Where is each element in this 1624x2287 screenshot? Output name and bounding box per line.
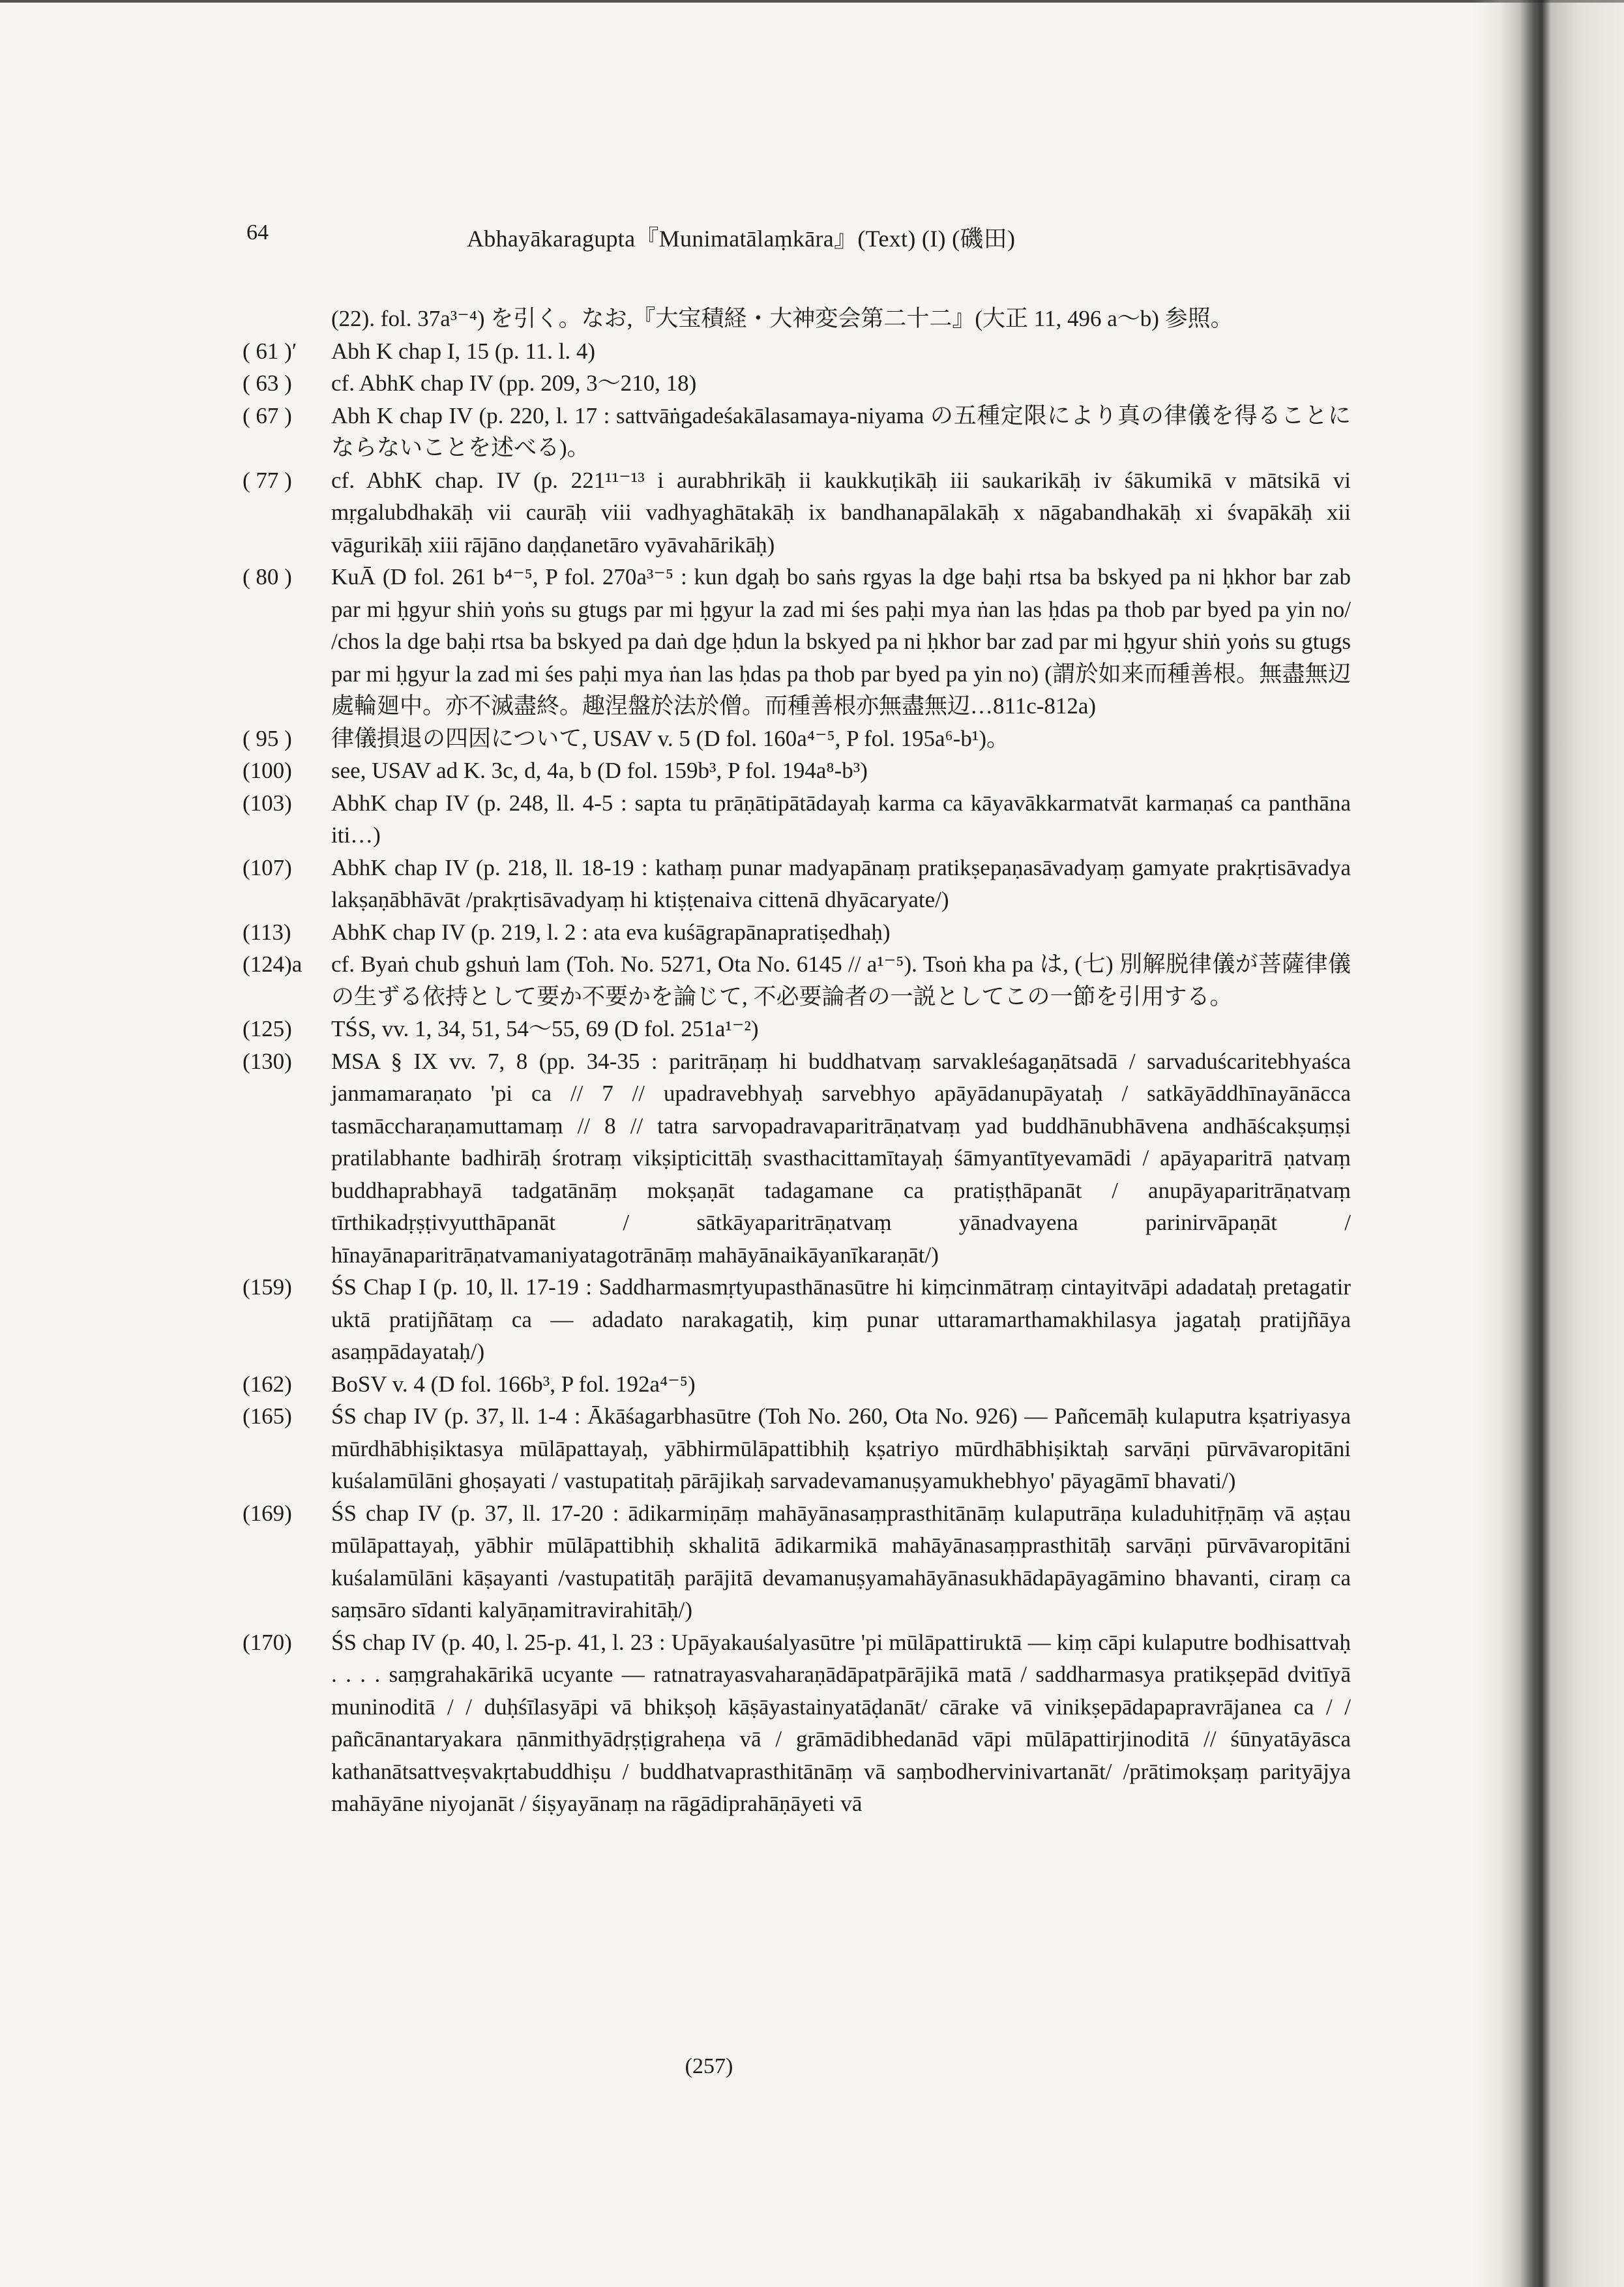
endnote-number: ( 61 )′ (243, 338, 297, 364)
endnote-text: cf. AbhK chap. IV (p. 221¹¹⁻¹³ i aurabhrikāḥ ii kaukkuṭikāḥ iii saukarikāḥ iv śākumikā v mātsikā vi mṛgalubdhakāḥ vii caurāḥ viii vadhyaghātakāḥ ix bandhanapālakāḥ x nāgabandhakāḥ xi śvapākāḥ xii vāgurikāḥ xiii rājāno daṇḍanetāro vyāvahārikāḥ) (331, 467, 1351, 558)
endnote (243, 303, 1351, 335)
endnote-number: (125) (243, 1016, 292, 1041)
scan-top-rule (0, 0, 1624, 3)
endnote (243, 335, 1351, 368)
endnote (243, 1045, 1351, 1272)
endnote-text: BoSV v. 4 (D fol. 166b³, P fol. 192a⁴⁻⁵) (331, 1371, 696, 1397)
endnote (243, 561, 1351, 723)
endnote (243, 1368, 1351, 1401)
endnote-text: 律儀損退の四因について, USAV v. 5 (D fol. 160a⁴⁻⁵, P fol. 195a⁶-b¹)。 (331, 725, 1009, 751)
endnote-text: TŚS, vv. 1, 34, 51, 54～55, 69 (D fol. 251a¹⁻²) (331, 1016, 759, 1041)
endnotes (243, 303, 1351, 1820)
endnote-text: ŚS chap IV (p. 37, ll. 17-20 : ādikarmiṇāṃ mahāyānasaṃprasthitānāṃ kulaputrāṇa kuladuhitṝṇāṃ vā aṣṭau mūlāpattayaḥ, yābhir mūlāpattibhiḥ skhalitā ādikarmikā mahāyānasaṃprasthitāḥ sarvāṇi pūrvāvaropitāni kuśalamūlāni kāṣayanti /vastupatitāḥ parājitā devamanuṣyamahāyānasukhādapāyagāmino bhavanti, ciraṃ ca saṃsāro sīdanti kalyāṇamitravirahitāḥ/) (331, 1500, 1351, 1622)
running-title: Abhayākaragupta『Munimatālaṃkāra』(Text) (I) (磯田) (467, 226, 1016, 252)
endnote-text: AbhK chap IV (p. 219, l. 2 : ata eva kuśāgrapānapratiṣedhaḥ) (331, 919, 891, 945)
endnote (243, 852, 1351, 916)
scan-binding-shadow (1474, 0, 1624, 2287)
endnote-number: (113) (243, 919, 291, 945)
endnote (243, 1497, 1351, 1626)
endnote-text: AbhK chap IV (p. 248, ll. 4-5 : sapta tu prāṇātipātādayaḥ karma ca kāyavākkarmatvāt karmaṇaś ca panthāna iti…) (331, 790, 1351, 848)
endnote-text: cf. Byaṅ chub gshuṅ lam (Toh. No. 5271, Ota No. 6145 // a¹⁻⁵). Tsoṅ kha pa は, (七) 別解脱律儀が菩薩律儀の生ずる依持として要か不要かを論じて, 不必要論者の一説としてこの一節を引用する。 (331, 951, 1351, 1009)
page-number: 64 (246, 220, 269, 245)
endnote-number: (130) (243, 1048, 292, 1074)
endnote (243, 1400, 1351, 1497)
endnote-number: ( 95 ) (243, 725, 292, 751)
endnote (243, 1271, 1351, 1368)
endnote (243, 948, 1351, 1013)
endnote-number: (165) (243, 1403, 292, 1429)
endnote-number: ( 63 ) (243, 370, 292, 396)
endnote (243, 464, 1351, 561)
endnote-number: (124)a (243, 951, 303, 977)
endnote-text: ŚS chap IV (p. 37, ll. 1-4 : Ākāśagarbhasūtre (Toh No. 260, Ota No. 926) — Pañcemāḥ kulaputra kṣatriyasya mūrdhābhiṣiktasya mūlāpattayaḥ, yābhirmūlāpattibhiḥ kṣatriyo mūrdhābhiṣiktaḥ sarvāṇi pūrvāvaropitāni kuśalamūlāni ghoṣayati / vastupatitaḥ pārājikaḥ sarvadevamanuṣyamukhebhyo' pāyagāmī bhavati/) (331, 1403, 1351, 1493)
page-footer (0, 2054, 1624, 2079)
endnote-number: ( 80 ) (243, 564, 292, 590)
endnote-number: (100) (243, 758, 292, 783)
endnote-text: ŚS chap IV (p. 40, l. 25-p. 41, l. 23 : Upāyakauśalyasūtre 'pi mūlāpattiruktā — kiṃ cāpi kulaputre bodhisattvaḥ . . . . saṃgrahakārikā ucyante — ratnatrayasvaharaṇādāpatpārājikā matā / saddharmasya pratikṣepād dvitīyā muninoditā / / duḥśīlasyāpi vā bhikṣoḥ kāṣāyastainyatāḍanāt/ cārake vā vinikṣepādapapravrājanea ca / / pañcānantaryakara ṇānmithyādṛṣṭigraheṇa vā / grāmādibhedanād vāpi mūlāpattirjinoditā // śūnyatāyāsca kathanātsattveṣvakṛtabuddhiṣu / buddhatvaprasthitānāṃ vā saṃbodhervinivartanāt/ /prātimokṣaṃ parityājya mahāyāne niyojanāt / śiṣyayānaṃ na rāgādiprahāṇāyeti vā (331, 1629, 1351, 1816)
endnote (243, 367, 1351, 400)
endnote-number: (159) (243, 1274, 292, 1300)
endnote (243, 787, 1351, 852)
endnote (243, 400, 1351, 464)
endnote-number: (107) (243, 854, 292, 880)
endnote (243, 1013, 1351, 1045)
endnote-number: (162) (243, 1371, 292, 1397)
endnote-number: ( 77 ) (243, 467, 292, 493)
endnote-text: cf. AbhK chap IV (pp. 209, 3～210, 18) (331, 370, 697, 396)
endnote (243, 755, 1351, 787)
folio-number: (257) (685, 2054, 733, 2078)
endnote-text: KuĀ (D fol. 261 b⁴⁻⁵, P fol. 270a³⁻⁵ : kun dgaḥ bo saṅs rgyas la dge baḥi rtsa ba bskyed pa ni ḥkhor bar zab par mi ḥgyur shiṅ yoṅs su gtugs par mi ḥgyur la zad mi śes paḥi mya ṅan las ḥdas pa thob par byed pa yin no/ /chos la dge baḥi rtsa ba bskyed pa daṅ dge ḥdun la bskyed pa ni ḥkhor bar zad par mi ḥgyur shiṅ yoṅs su gtugs par mi ḥgyur la zad mi śes paḥi mya ṅan las ḥdas pa thob par byed pa yin no) (謂於如来而種善根。無盡無辺處輪廻中。亦不滅盡終。趣涅盤於法於僧。而種善根亦無盡無辺…811c-812a) (331, 564, 1351, 719)
endnote-text: ŚS Chap I (p. 10, ll. 17-19 : Saddharmasmṛtyupasthānasūtre hi kiṃcinmātraṃ cintayitvāpi adadataḥ pretagatir uktā pratijñātaṃ ca — adadato narakagatiḥ, kiṃ punar uttaramarthamakhilasya jagataḥ pratijñāya asaṃpādayataḥ/) (331, 1274, 1351, 1364)
endnote (243, 1626, 1351, 1820)
endnote-text: see, USAV ad K. 3c, d, 4a, b (D fol. 159b³, P fol. 194a⁸-b³) (331, 758, 868, 783)
endnote-number: ( 67 ) (243, 402, 292, 428)
endnote-text: AbhK chap IV (p. 218, ll. 18-19 : kathaṃ punar madyapānaṃ pratikṣepaṇasāvadyaṃ gamyate prakṛtisāvadya lakṣaṇābhāvāt /prakṛtisāvadyaṃ hi ktiṣṭenaiva cittenā dhyācaryate/) (331, 854, 1351, 912)
endnote-text: MSA § IX vv. 7, 8 (pp. 34-35 : paritrāṇaṃ hi buddhatvaṃ sarvakleśagaṇātsadā / sarvaduścaritebhyaśca janmamaraṇato 'pi ca // 7 // upadravebhyaḥ sarvebhyo apāyādanupāyataḥ / satkāyāddhīnayānācca tasmāccharaṇamuttamaṃ // 8 // tatra sarvopadravaparitrāṇatvaṃ yad buddhānubhāvena andhāścakṣuṃṣi pratilabhante badhirāḥ śrotraṃ vikṣipticittāḥ svasthacittamītayaḥ śāmyantītyevamādi / apāyaparitrā ṇatvaṃ buddhaprabhayā tadgatānāṃ mokṣaṇāt tadagamane ca pratiṣṭhāpanāt / anupāyaparitrāṇatvaṃ tīrthikadṛṣṭivyutthāpanāt / sātkāyaparitrāṇatvaṃ yānadvayena parinirvāpaṇāt / hīnayānaparitrāṇatvamaniyatagotrānāṃ mahāyānaikāyanīkaraṇāt/) (331, 1048, 1351, 1268)
endnote-text: Abh K chap IV (p. 220, l. 17 : sattvāṅgadeśakālasamaya-niyama の五種定限により真の律儀を得ることにならないことを述べる)。 (331, 402, 1351, 460)
endnote-text: Abh K chap I, 15 (p. 11. l. 4) (331, 338, 596, 364)
endnote-number: (170) (243, 1629, 292, 1655)
endnote-number: (169) (243, 1500, 292, 1526)
endnote-number: (103) (243, 790, 292, 816)
page-header (246, 220, 1355, 260)
endnote (243, 916, 1351, 949)
endnote (243, 723, 1351, 755)
endnote-text: (22). fol. 37a³⁻⁴) を引く。なお,『大宝積経・大神変会第二十二』(大正 11, 496 a～b) 参照。 (331, 306, 1233, 331)
